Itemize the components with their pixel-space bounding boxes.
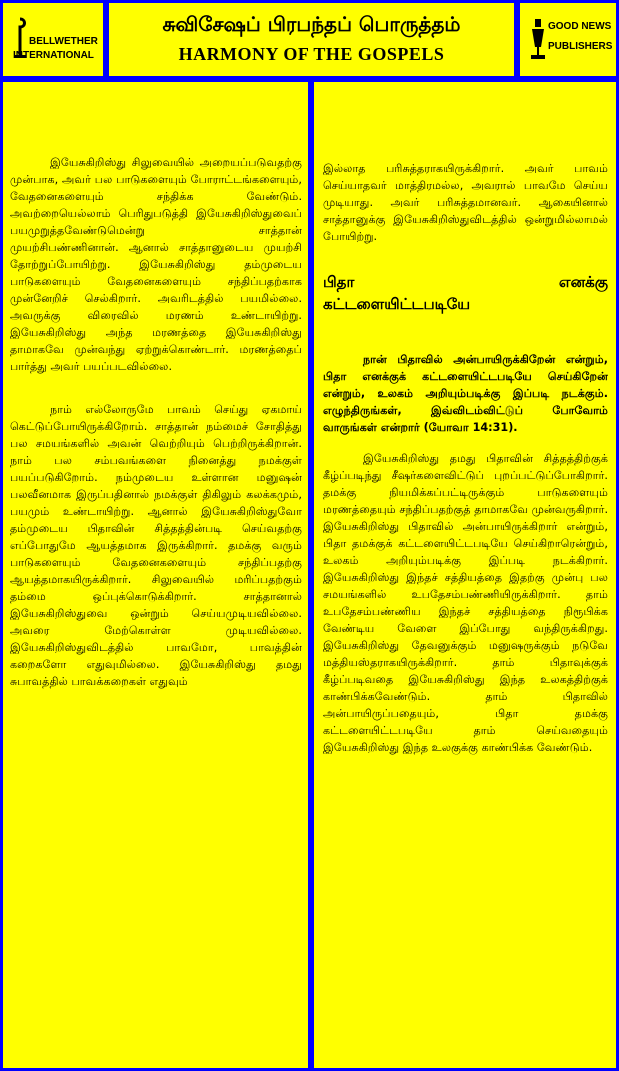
scripture-quote: நான் பிதாவில் அன்பாயிருக்கிறேன் என்றும், பிதா எனக்குக் கட்டளையிட்டபடியே செய்கிறேன் என்றும், உலகம் அறியும்படிக்கு இப்படி நடக்கும். எழுந்திருங்கள், இவ்விடம்விட்டுப் போவோம் வாருங்கள் என்றார் (யோவா 14:31). (323, 353, 608, 434)
section-heading-line2: கட்டளையிட்டபடியே (323, 295, 471, 313)
body-paragraph: இயேசுகிறிஸ்து சிலுவையில் அறையப்படுவதற்கு முன்பாக, அவர் பல பாடுகளையும் போராட்டங்களையும், வேதனைகளையும் சந்திக்க வேண்டும். அவற்றையெல்லாம் பெரிதுபடுத்தி இயேசுகிறிஸ்துவைப் பயமுறுத்தவேண்டுமென்று சாத்தான் முயற்சிபண்ணினான். ஆனால் சாத்தானுடைய முயற்சி தோற்றுப்போயிற்று. இயேசுகிறிஸ்து தம்முடைய பாடுகளையும் வேதனைகளையும் சந்திப்பதற்காக முன்னேறிச் செல்கிறார். அவரிடத்தில் பயமில்லை. அவருக்கு விரைவில் மரணம் உண்டாயிற்று. இயேசுகிறிஸ்து அந்த மரணத்தை இயேசுகிறிஸ்து தாமாகவே முன்வந்து ஏற்றுக்கொண்டார். மரணத்தைப் பார்த்து அவர் பயப்படவில்லை. (10, 156, 302, 373)
left-column (3, 82, 308, 1068)
body-paragraph: நாம் எல்லோருமே பாவம் செய்து ஏகமாய் கெட்டுப்போயிருக்கிறோம். சாத்தான் நம்மைச் சோதித்து பல சமயங்களில் அவன் வெற்றியும் பெற்றிருக்கிறான். நாம் பல சம்பவங்களை நினைத்து நமக்குள் பயப்படுகிறோம். நம்முடைய உள்ளான மனுஷன் பலவீனமாக இருப்பதினால் நமக்குள் திகிலும் கலக்கமும், பயமும் உண்டாயிற்று. ஆனால் இயேசுகிறிஸ்துவோ தம்முடைய பிதாவின் சித்தத்தின்படி செய்வதற்கு எப்போதுமே ஆயத்தமாக இருக்கிறார். தமக்கு வரும் பாடுகளையும் வேதனைகளையும் சந்திப்பதற்கு ஆயத்தமாகயிருக்கிறார். சிலுவையில் மரிப்பதற்கும் தம்மை ஒப்புக்கொடுக்கிறார். சாத்தானால் இயேசுகிறிஸ்துவை ஒன்றும் செய்யமுடியவில்லை. அவரை மேற்கொள்ள முடியவில்லை. இயேசுகிறிஸ்துவிடத்தில் பாவமோ, பாவத்தின் கறைகளோ எதுவுமில்லை. இயேசுகிறிஸ்து தமது சுபாவத்தில் பாவக்கறைகள் எதுவும் (10, 403, 302, 688)
lamp-icon (530, 17, 546, 61)
section-heading (323, 271, 608, 315)
section-heading-line1: பிதா எனக்கு (323, 273, 608, 291)
logo-right-line2: PUBLISHERS (548, 41, 613, 52)
page-title-english: HARMONY OF THE GOSPELS (178, 44, 445, 64)
right-column (314, 82, 616, 1068)
body-paragraph: இயேசுகிறிஸ்து தமது பிதாவின் சித்தத்திற்குக் கீழ்ப்படிந்து சீஷர்களைவிட்டுப் புறப்பட்டுப்போகிறார். தமக்கு நியமிக்கப்பட்டிருக்கும் பாடுகளையும் மரணத்தையும் சந்திப்பதற்குத் தாமாகவே முன்வருகிறார். இயேசுகிறிஸ்து பிதாவில் அன்பாயிருக்கிறார் என்றும், பிதா தமக்குக் கட்டளையிட்டபடியே செய்கிறாரென்றும், உலகம் அறியும்படிக்கு இப்படி நடக்கிறார். இயேசுகிறிஸ்து இந்தச் சத்தியத்தை இதற்கு முன்பு பல சமயங்களில் உபதேசம்பண்ணியிருக்கிறார். தாம் உபதேசம்பண்ணிய இந்தச் சத்தியத்தை நிரூபிக்க வேண்டிய வேளை இப்போது வந்திருக்கிறது. இயேசுகிறிஸ்து தேவனுக்கும் மனுஷருக்கும் நடுவே மத்தியஸ்தராகயிருக்கிறார். தாம் பிதாவுக்குக் கீழ்ப்படிவதை இயேசுகிறிஸ்து இந்த உலகத்திற்குக் காண்பிக்கவேண்டும். தாம் பிதாவில் அன்பாயிருப்பதையும், பிதா தமக்கு கட்டளையிட்டபடியே தாம் செய்வதையும் இயேசுகிறிஸ்து இந்த உலகுக்கு காண்பிக்க வேண்டும். (323, 452, 608, 754)
logo-left-line2: INTERNATIONAL (13, 50, 94, 61)
logo-left-line1: BELLWETHER (29, 36, 98, 47)
good-news-logo (520, 3, 616, 76)
logo-right-line1: GOOD NEWS (548, 21, 612, 32)
bellwether-logo (3, 3, 103, 76)
header-title-box (109, 3, 514, 76)
continuation-paragraph: இல்லாத பரிசுத்தராகயிருக்கிறார். அவர் பாவம் செய்யாதவர் மாத்திரமல்ல, அவரால் பாவமே செய்ய முடியாது. அவர் பரிசுத்தமானவர். ஆகையினால் சாத்தானுக்கு இயேசுகிறிஸ்துவிடத்தில் ஒன்றுமில்லாமல் போயிற்று. (323, 162, 608, 243)
page-title-tamil: சுவிசேஷப் பிரபந்தப் பொருத்தம் (162, 12, 461, 36)
